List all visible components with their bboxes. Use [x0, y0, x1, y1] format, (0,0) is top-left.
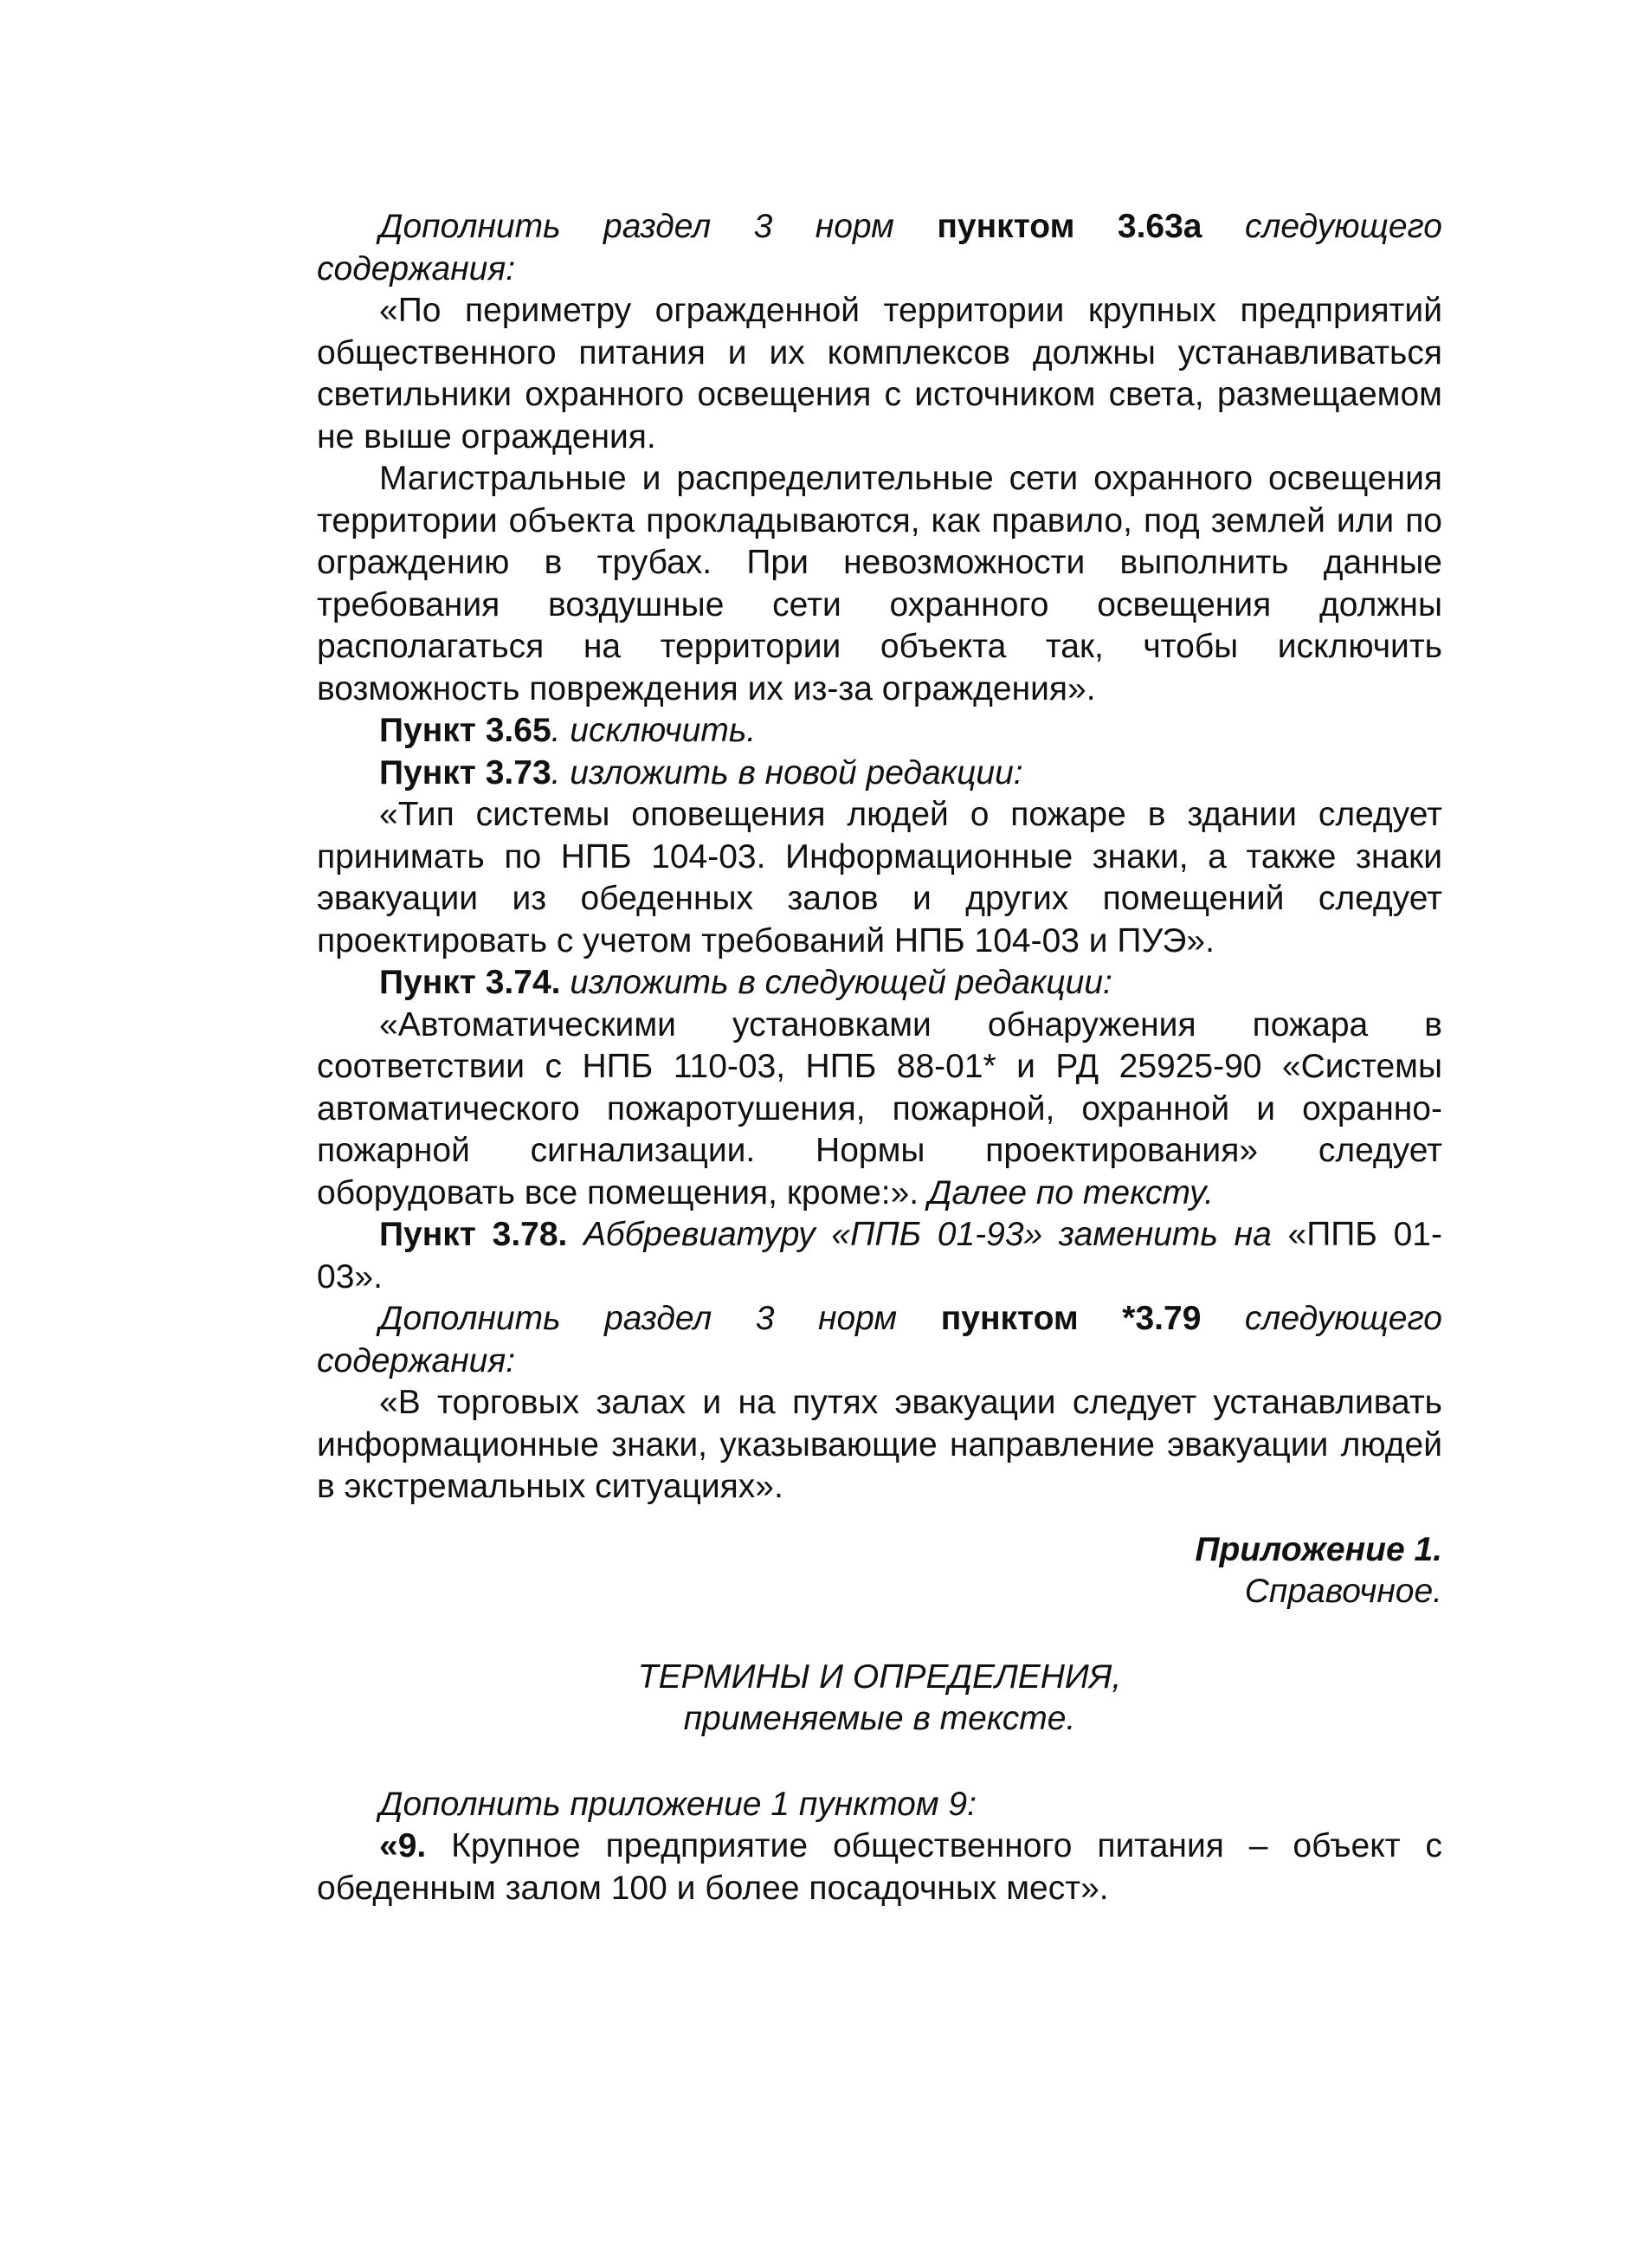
instruction-text: . изложить в новой редакции: — [551, 753, 1023, 792]
document-page — [317, 206, 1442, 1909]
instruction-text: следующего содержания: — [317, 208, 1442, 288]
instruction-text: Аббревиатуру «ППБ 01-93» заменить на — [583, 1216, 1272, 1253]
instruction-text: Дополнить раздел 3 норм — [379, 1300, 898, 1337]
paragraph-add-3-63a — [317, 206, 1442, 290]
spacer — [317, 1509, 1442, 1529]
clause-ref: Пункт 3.73 — [379, 753, 551, 792]
appendix-subtitle: Справочное. — [1244, 1573, 1442, 1610]
instruction-text: . исключить. — [551, 712, 757, 749]
item-number: «9. — [379, 1827, 427, 1864]
clause-ref: пунктом *3.79 — [940, 1300, 1202, 1337]
paragraph-alert-system: «Тип системы оповещения людей о пожаре в здании следует принимать по НПБ 104-03. Информационные знаки, а также знаки эвакуации из обеденных залов и других помещений следует проектировать с учетом требований НПБ 104-03 и ПУЭ». — [317, 796, 1442, 960]
spacer — [317, 1613, 1442, 1657]
appendix-item-9 — [317, 1825, 1442, 1909]
appendix-intro: Дополнить приложение 1 пунктом 9: — [379, 1785, 977, 1823]
clause-ref: Пункт 3.65 — [379, 712, 551, 749]
instruction-text: Далее по тексту. — [927, 1173, 1214, 1212]
paragraph-security-networks: Магистральные и распределительные сети охранного освещения территории объекта прокладываются, как правило, под землей или по ограждению в трубах. При невозможности выполнить данные требования воздушные сети охранного освещения должны располагаться на территории объекта так, чтобы исключить возможность повреждения их из-за ограждения». — [317, 460, 1442, 708]
paragraph-evacuation-signs: «В торговых залах и на путях эвакуации следует устанавливать информационные знаки, указывающие направление эвакуации людей в экстремальных ситуациях». — [317, 1384, 1442, 1505]
appendix-title: Приложение 1. — [1195, 1530, 1442, 1568]
paragraph-clause-3-65 — [317, 710, 1442, 753]
item-text: Крупное предприятие общественного питания – объект с обеденным залом 100 и более посадочных мест». — [317, 1827, 1442, 1907]
paragraph-clause-3-73 — [317, 753, 1442, 795]
body-text: «ППБ 01-03». — [317, 1216, 1442, 1296]
appendix-heading: ТЕРМИНЫ И ОПРЕДЕЛЕНИЯ, — [637, 1657, 1122, 1696]
instruction-text: изложить в следующей редакции: — [570, 964, 1112, 1001]
body-text: «Автоматическими установками обнаружения пожара в соответствии с НПБ 110-03, НПБ 88-01* и РД 25925-90 «Системы автоматического пожаротушения, пожарной, охранной и охранно-пожарной сигнализации. Нормы проектирования» следует оборудовать все помещения, кроме:». — [317, 1005, 1442, 1212]
paragraph-clause-3-74 — [317, 962, 1442, 1005]
paragraph-clause-3-78 — [317, 1214, 1442, 1298]
paragraph-perimeter-lighting: «По периметру огражденной территории крупных предприятий общественного питания и их комплексов должны устанавливаться светильники охранного освещения с источником света, размещаемом не выше ограждения. — [317, 292, 1442, 456]
clause-ref: пунктом 3.63а — [937, 208, 1202, 245]
paragraph-add-3-79 — [317, 1298, 1442, 1382]
paragraph-fire-detection — [317, 1005, 1442, 1215]
spacer — [317, 1741, 1442, 1784]
appendix-subheading: применяемые в тексте. — [683, 1700, 1076, 1737]
clause-ref: Пункт 3.78. — [379, 1216, 568, 1253]
instruction-text: Дополнить раздел 3 норм — [379, 208, 894, 245]
instruction-text: следующего содержания: — [317, 1300, 1442, 1380]
clause-ref: Пункт 3.74. — [379, 964, 561, 1001]
